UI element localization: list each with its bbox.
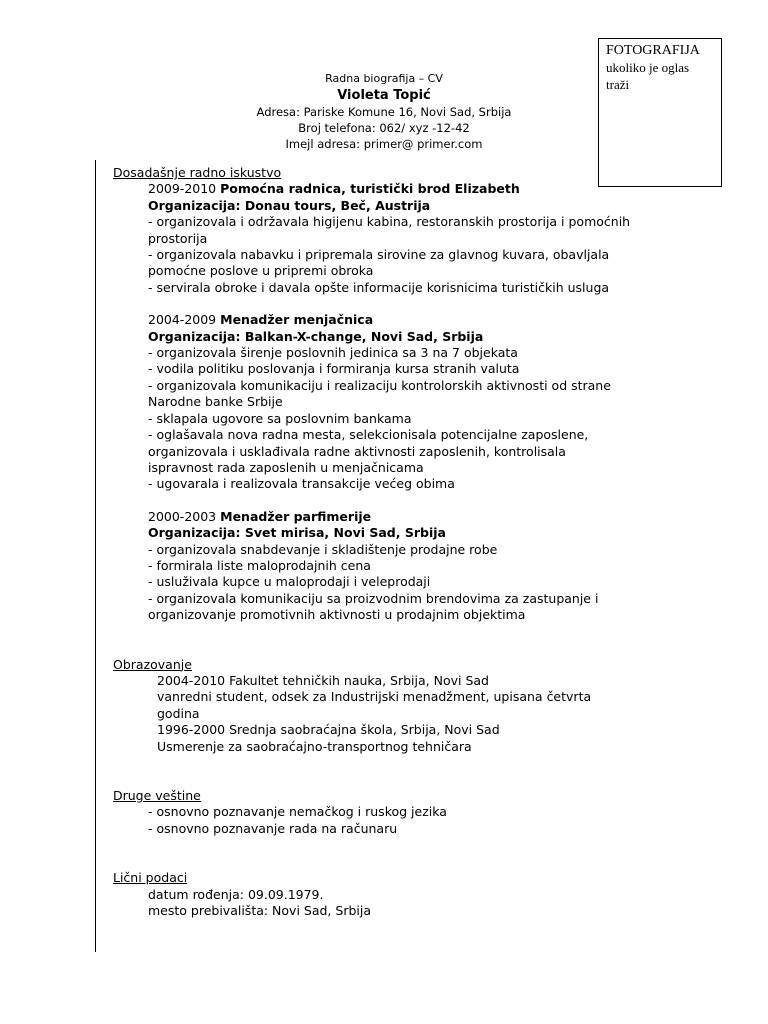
education-title: Obrazovanje [113,656,192,672]
skill-item: - osnovno poznavanje nemačkog i ruskog jezika [148,804,447,820]
residence: mesto prebivališta: Novi Sad, Srbija [148,903,371,919]
education-line: 1996-2000 Srednja saobraćajna škola, Srbija, Novi Sad [157,722,500,738]
education-line: vanredni student, odsek za Industrijski menadžment, upisana četvrta godina [157,689,592,721]
birth-date: datum rođenja: 09.09.1979. [148,886,324,902]
job-period: 2009-2010 [148,181,217,197]
job-duty: - organizovala komunikaciju sa proizvodnim brendovima za zastupanje i organizovanje promotivnih aktivnosti u prodajnim objektima [148,590,599,623]
job-organization: Organizacija: Balkan-X-change, Novi Sad, Srbija [148,328,484,344]
left-margin-rule [95,160,96,952]
personal-title: Lični podaci [113,870,188,886]
skills-list [113,804,633,837]
candidate-name: Violeta Topić [337,88,431,103]
education-line: 2004-2010 Fakultet tehničkih nauka, Srbija, Novi Sad [157,672,489,688]
job-entry [113,312,633,492]
photo-note: ukoliko je oglas traži [606,60,690,92]
job-duty: - organizovala i održavala higijenu kabina, restoranskih prostorija i pomoćnih prostorija [148,214,631,246]
job-duty: - oglašavala nova radna mesta, selekcionisala potencijalne zaposlene, organizovala i usklađivala radne aktivnosti zaposlenih, kontrolisala ispravnost rada zaposlenih u menjačnicama [148,427,589,475]
job-duty: - usluživala kupce u maloprodaji i veleprodaji [148,574,431,590]
skill-item: - osnovno poznavanje rada na računaru [148,820,398,836]
job-duty: - organizovala snabdevanje i skladištenje prodajne robe [148,541,498,557]
spacer [113,624,633,657]
job-organization: Organizacija: Donau tours, Beč, Austrija [148,197,431,213]
job-organization: Organizacija: Svet mirisa, Novi Sad, Srbija [148,525,446,541]
job-period: 2004-2009 [148,312,217,328]
job-heading [148,509,633,525]
job-duty: - organizovala komunikaciju i realizaciju kontrolorskih aktivnosti od strane Narodne banke Srbije [148,377,611,410]
job-duty: - organizovala nabavku i pripremala sirovine za glavnog kuvara, obavljala pomoćne poslove u pripremi obroka [148,247,610,279]
job-entry [113,181,633,296]
job-entry [113,509,633,624]
job-heading [148,181,633,197]
personal-details [113,887,633,920]
experience-title: Dosadašnje radno iskustvo [113,165,282,180]
email: Imejl adresa: primer@ primer.com [285,137,483,151]
spacer [113,837,633,870]
spacer [113,493,633,509]
job-period: 2000-2003 [148,508,217,524]
education-line: Usmerenje za saobraćajno-transportnog tehničara [157,738,472,754]
job-duty: - sklapala ugovore sa poslovnim bankama [148,410,412,426]
job-position: Menadžer parfimerije [220,508,372,524]
job-duty: - formirala liste maloprodajnih cena [148,557,371,573]
job-heading [148,312,633,328]
document-type: Radna biografija – CV [325,72,443,85]
job-position: Menadžer menjačnica [220,312,374,328]
phone: Broj telefona: 062/ xyz -12-42 [298,121,470,135]
job-duty: - organizovala širenje poslovnih jedinica sa 3 na 7 objekata [148,345,518,361]
cv-body [113,165,633,919]
job-duty: - ugovarala i realizovala transakcije većeg obima [148,476,455,492]
spacer [113,755,633,788]
spacer [113,296,633,312]
photo-title: FOTOGRAFIJA [606,43,700,58]
education-list [113,673,633,755]
cv-header [180,72,588,152]
job-duty: - servirala obroke i davala opšte informacije korisnicima turističkih usluga [148,279,610,295]
job-position: Pomoćna radnica, turistički brod Elizabeth [220,181,520,197]
address: Adresa: Pariske Komune 16, Novi Sad, Srbija [256,105,512,119]
skills-title: Druge veštine [113,788,201,803]
job-duty: - vodila politiku poslovanja i formiranja kursa stranih valuta [148,361,520,377]
